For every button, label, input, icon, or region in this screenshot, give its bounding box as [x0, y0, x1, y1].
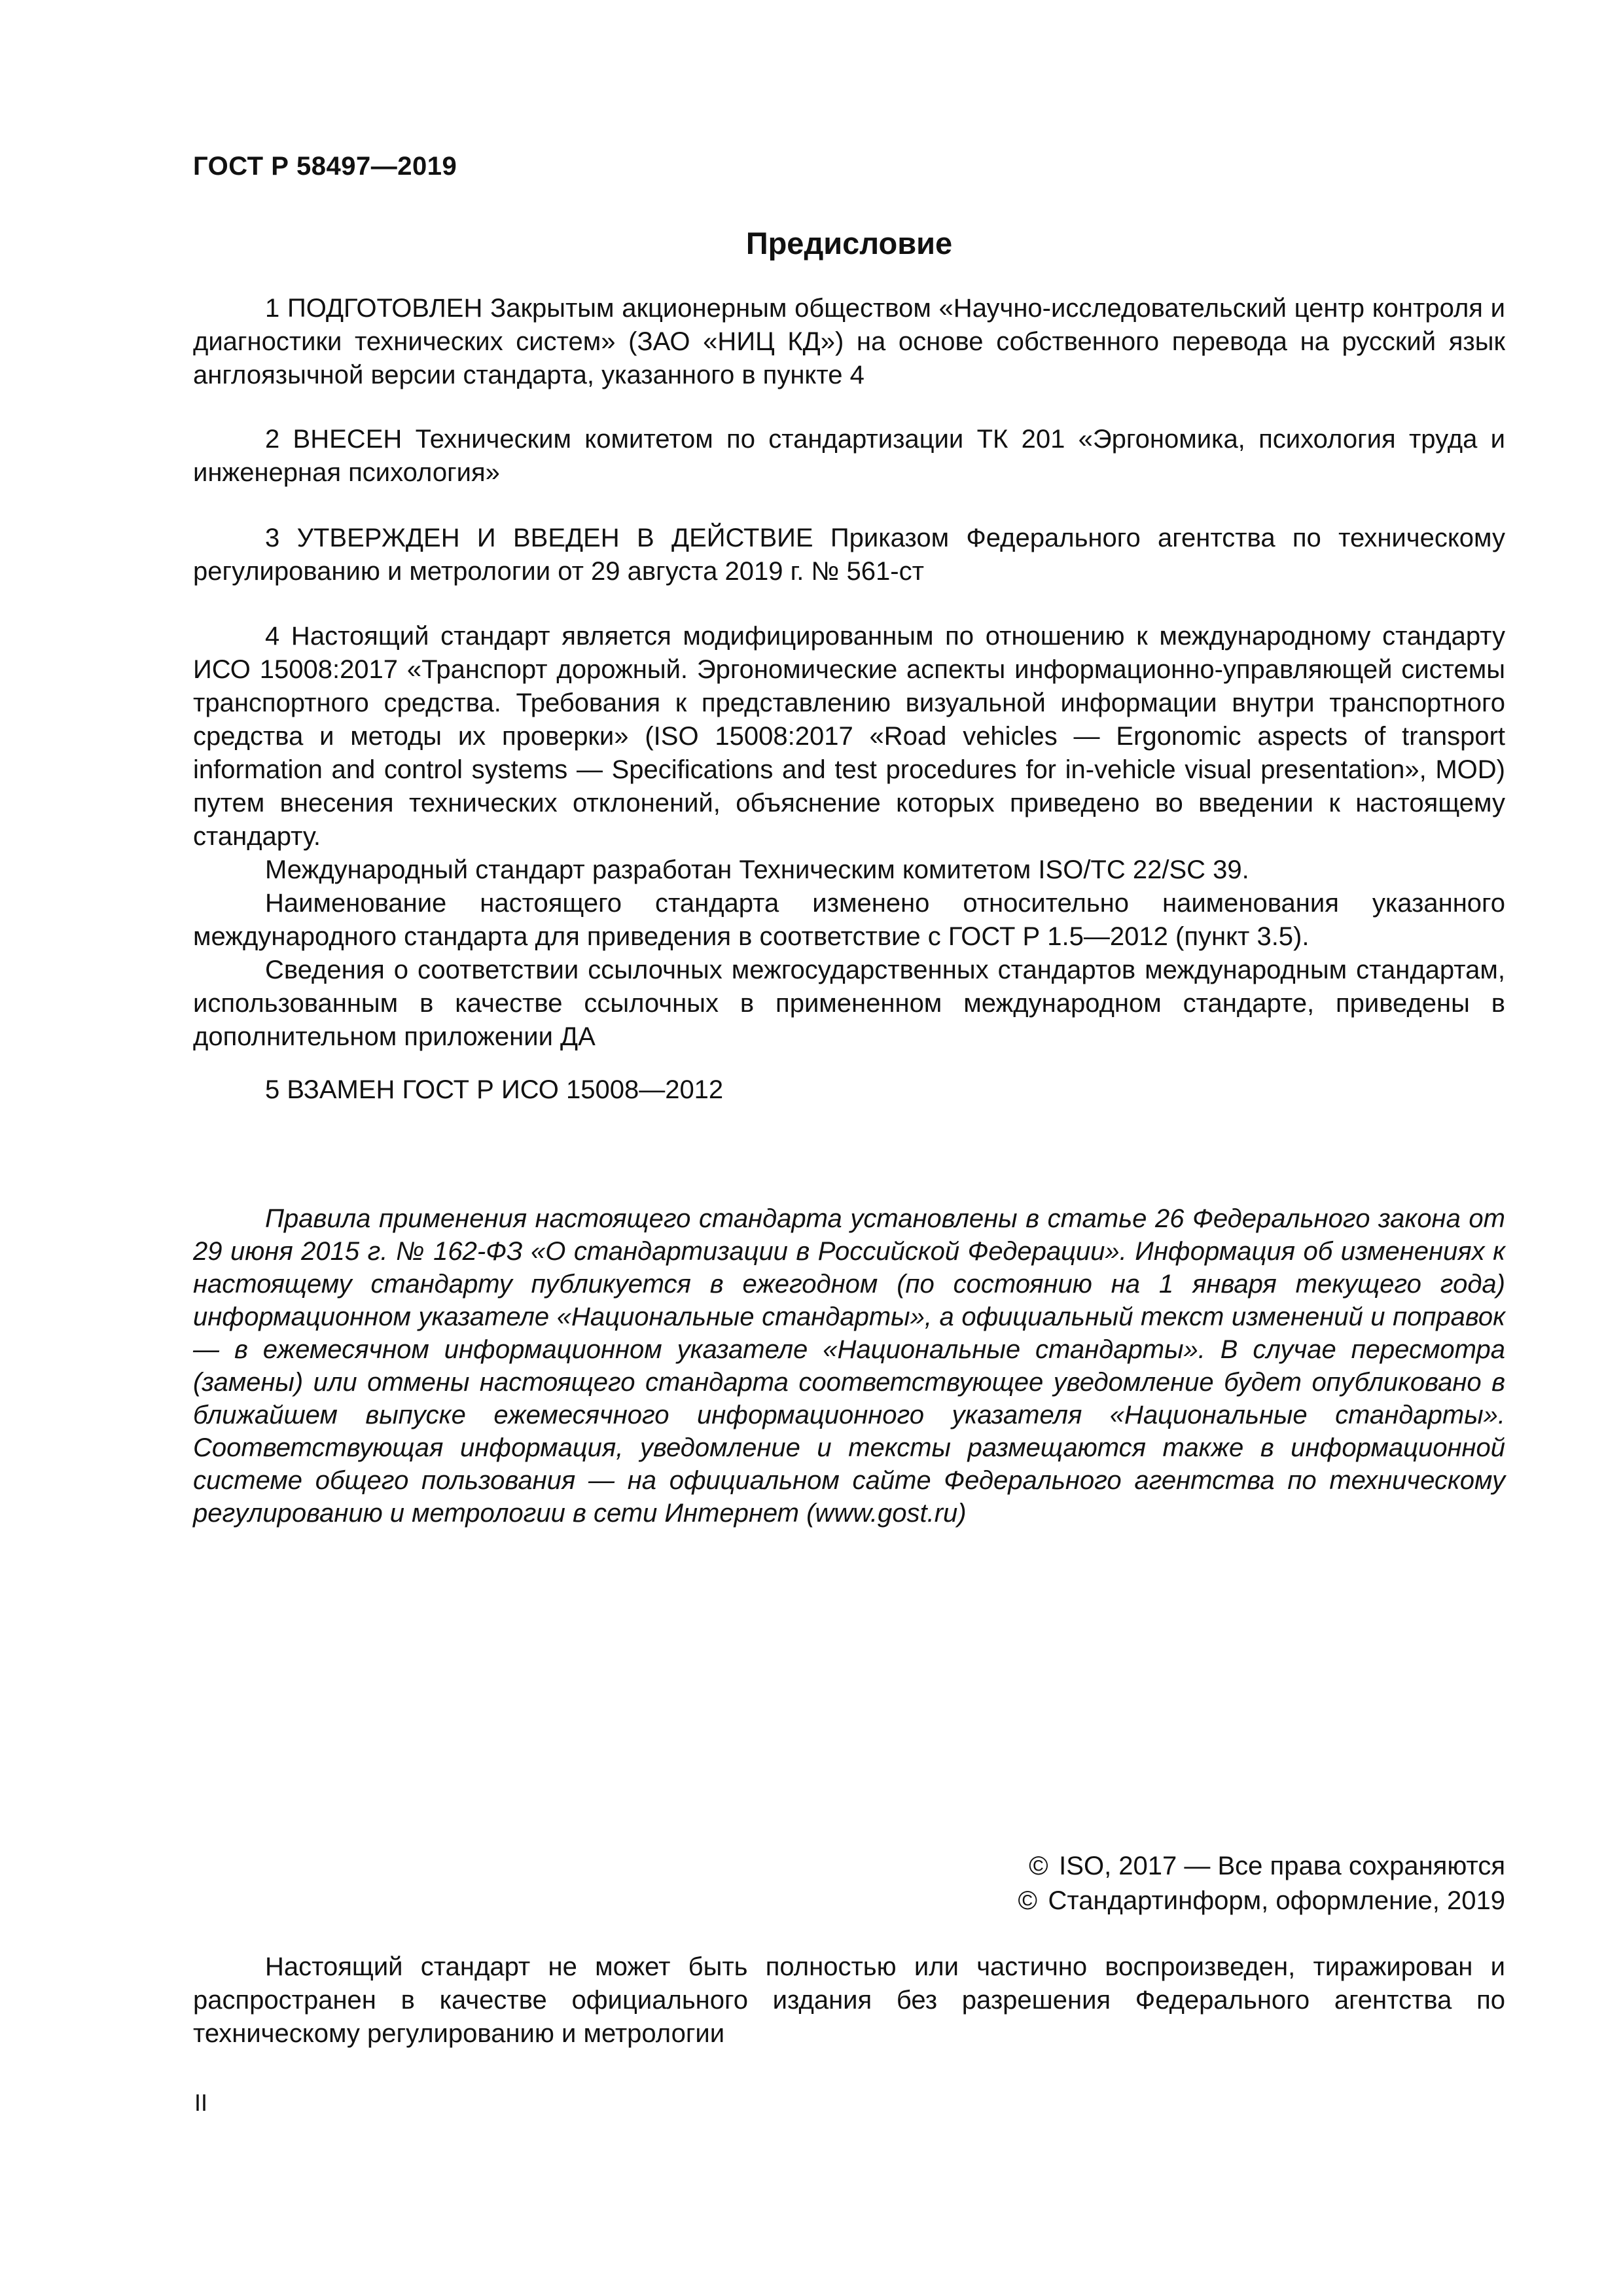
foreword-item-3-text: 3 УТВЕРЖДЕН И ВВЕДЕН В ДЕЙСТВИЕ Приказом Федерального агентства по техническому регулированию и метрологии от 29 августа 2019 г. № 561-ст: [193, 524, 1505, 586]
copyright-iso-text: ISO, 2017 — Все права сохраняются: [1059, 1852, 1505, 1880]
foreword-item-4-paragraph-2: Международный стандарт разработан Техническим комитетом ISO/TC 22/SC 39.: [265, 855, 1249, 884]
document-code: ГОСТ Р 58497—2019: [193, 152, 457, 181]
foreword-item-4: [193, 620, 1505, 1054]
copyright-icon: ©: [1018, 1886, 1037, 1915]
copyright-line-standartinform: [1018, 1884, 1505, 1918]
foreword-item-4-text: 4 Настоящий стандарт является модифицированным по отношению к международному стандарту ИСО 15008:2017 «Транспорт дорожный. Эргономические аспекты информационно-управляющей системы транспортного средства. Требования к представлению визуальной информации внутри транспортного средства и методы их проверки» (ISO 15008:2017 «Road vehicles — Ergonomic aspects of transport information and control systems — Specifications and test procedures for in-vehicle visual presentation», MOD) путем внесения технических отклонений, объяснение которых приведено во введении к настоящему стандарту.: [193, 622, 1505, 851]
foreword-item-2: [193, 423, 1505, 490]
copyright-icon: ©: [1029, 1852, 1048, 1880]
foreword-item-5: [193, 1073, 1505, 1107]
copyright-line-iso: [1018, 1849, 1505, 1884]
application-rules-note: [193, 1202, 1505, 1530]
foreword-item-1: [193, 292, 1505, 392]
foreword-item-3: [193, 522, 1505, 588]
copyright-standartinform-text: Стандартинформ, оформление, 2019: [1048, 1886, 1505, 1915]
reproduction-notice-text: Настоящий стандарт не может быть полностью или частично воспроизведен, тиражирован и распространен в качестве официального издания без разрешения Федерального агентства по техническому регулированию и метрологии: [193, 1952, 1505, 2048]
foreword-item-1-text: 1 ПОДГОТОВЛЕН Закрытым акционерным обществом «Научно-исследовательский центр контроля и диагностики технических систем» (ЗАО «НИЦ КД») на основе собственного перевода на русский язык англоязычной версии стандарта, указанного в пункте 4: [193, 294, 1505, 389]
foreword-item-4-paragraph-3: Наименование настоящего стандарта изменено относительно наименования указанного международного стандарта для приведения в соответствие с ГОСТ Р 1.5—2012 (пункт 3.5).: [193, 889, 1505, 951]
copyright-block: [1018, 1849, 1505, 1918]
application-rules-text: Правила применения настоящего стандарта установлены в статье 26 Федерального закона от 29 июня 2015 г. № 162-ФЗ «О стандартизации в Российской Федерации». Информация об изменениях к настоящему стандарту публикуется в ежегодном (по состоянию на 1 января текущего года) информационном указателе «Национальные стандарты», а официальный текст изменений и поправок — в ежемесячном информационном указателе «Национальные стандарты». В случае пересмотра (замены) или отмены настоящего стандарта соответствующее уведомление будет опубликовано в ближайшем выпуске ежемесячного информационного указателя «Национальные стандарты». Соответствующая информация, уведомление и тексты размещаются также в информационной системе общего пользования — на официальном сайте Федерального агентства по техническому регулированию и метрологии в сети Интернет (www.gost.ru): [193, 1204, 1505, 1528]
foreword-item-5-text: 5 ВЗАМЕН ГОСТ Р ИСО 15008—2012: [265, 1075, 724, 1104]
page-number: II: [194, 2089, 208, 2116]
reproduction-notice: [193, 1950, 1505, 2051]
foreword-item-4-paragraph-4: Сведения о соответствии ссылочных межгосударственных стандартов международным стандартам, использованным в качестве ссылочных в примененном международном стандарте, приведены в дополнительном приложении ДА: [193, 956, 1505, 1051]
foreword-item-2-text: 2 ВНЕСЕН Техническим комитетом по стандартизации ТК 201 «Эргономика, психология труда и инженерная психология»: [193, 425, 1505, 487]
section-title: Предисловие: [745, 226, 953, 260]
